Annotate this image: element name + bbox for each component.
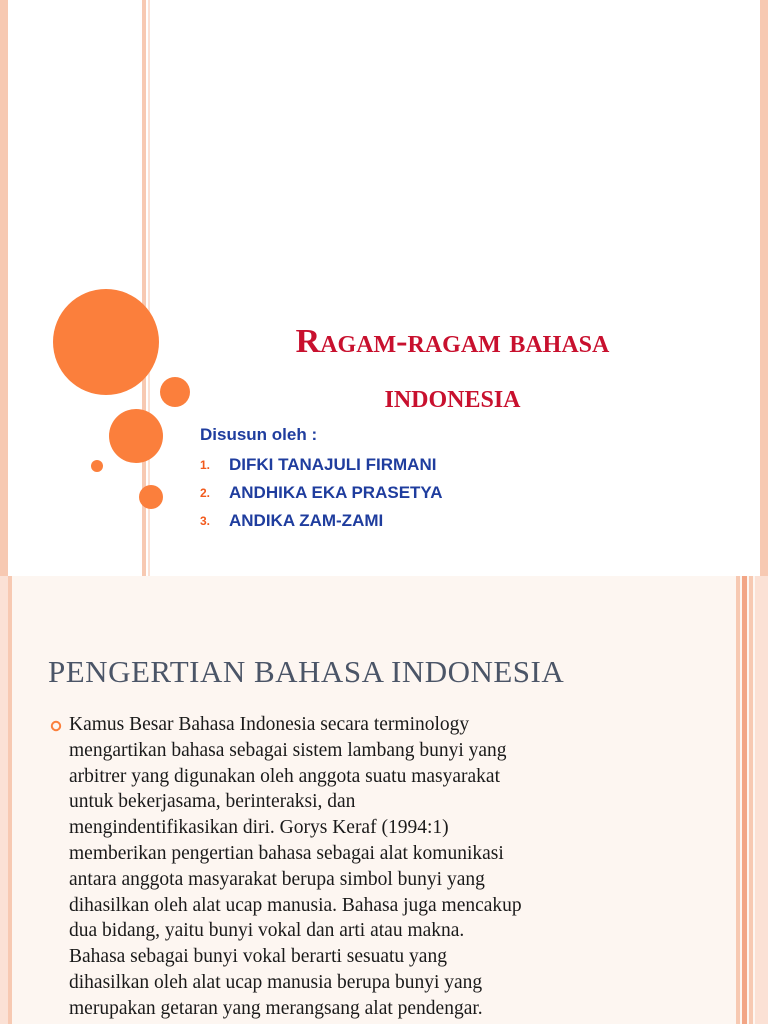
definition-paragraph: Kamus Besar Bahasa Indonesia secara terminology mengartikan bahasa sebagai sistem lambang bunyi yang arbitrer yang digunakan oleh anggota suatu masyarakat untuk bekerjasama, berinteraksi, dan mengindentifikasikan diri. Gorys Keraf (1994:1) memberikan pengertian bahasa sebagai alat komunikasi antara anggota masyarakat berupa simbol bunyi yang dihasilkan oleh alat ucap manusia. Bahasa juga mencakup dua bidang, yaitu bunyi vokal dan arti atau makna. Bahasa sebagai bunyi vokal berarti sesuatu yang dihasilkan oleh alat ucap manusia berupa bunyi yang merupakan getaran yang merangsang alat pendengar. — [69, 714, 522, 1019]
author-name: DIFKI TANAJULI FIRMANI — [229, 455, 437, 474]
right-stripe — [760, 0, 768, 576]
slide-title-line-1: Ragam-ragam bahasa — [295, 323, 610, 360]
authors-label: Disusun oleh : — [200, 425, 318, 444]
left-stripe-inner — [8, 576, 12, 1024]
authors-block — [200, 423, 720, 535]
author-number: 1. — [200, 458, 211, 472]
author-item — [200, 451, 720, 479]
left-stripe — [0, 576, 8, 1024]
slide-title-line-2: indonesia — [384, 378, 521, 415]
right-stripe-1 — [736, 576, 740, 1024]
decorative-circle-medium — [109, 409, 163, 463]
author-number: 2. — [200, 486, 211, 500]
decorative-circle-large — [53, 289, 159, 395]
decorative-circle-small-2 — [139, 485, 163, 509]
author-list — [200, 451, 720, 535]
author-name: ANDHIKA EKA PRASETYA — [229, 483, 443, 502]
left-stripe — [0, 0, 8, 576]
circle-bullet-icon — [50, 720, 62, 732]
right-stripe-3 — [749, 576, 753, 1024]
right-stripe-2 — [742, 576, 747, 1024]
section-heading: PENGERTIAN BAHASA INDONESIA — [48, 654, 565, 689]
decorative-circle-small — [160, 377, 190, 407]
decorative-circle-tiny — [91, 460, 103, 472]
author-item — [200, 507, 720, 535]
author-number: 3. — [200, 514, 211, 528]
author-item — [200, 479, 720, 507]
right-stripe-4 — [755, 576, 768, 1024]
author-name: ANDIKA ZAM-ZAMI — [229, 511, 384, 530]
